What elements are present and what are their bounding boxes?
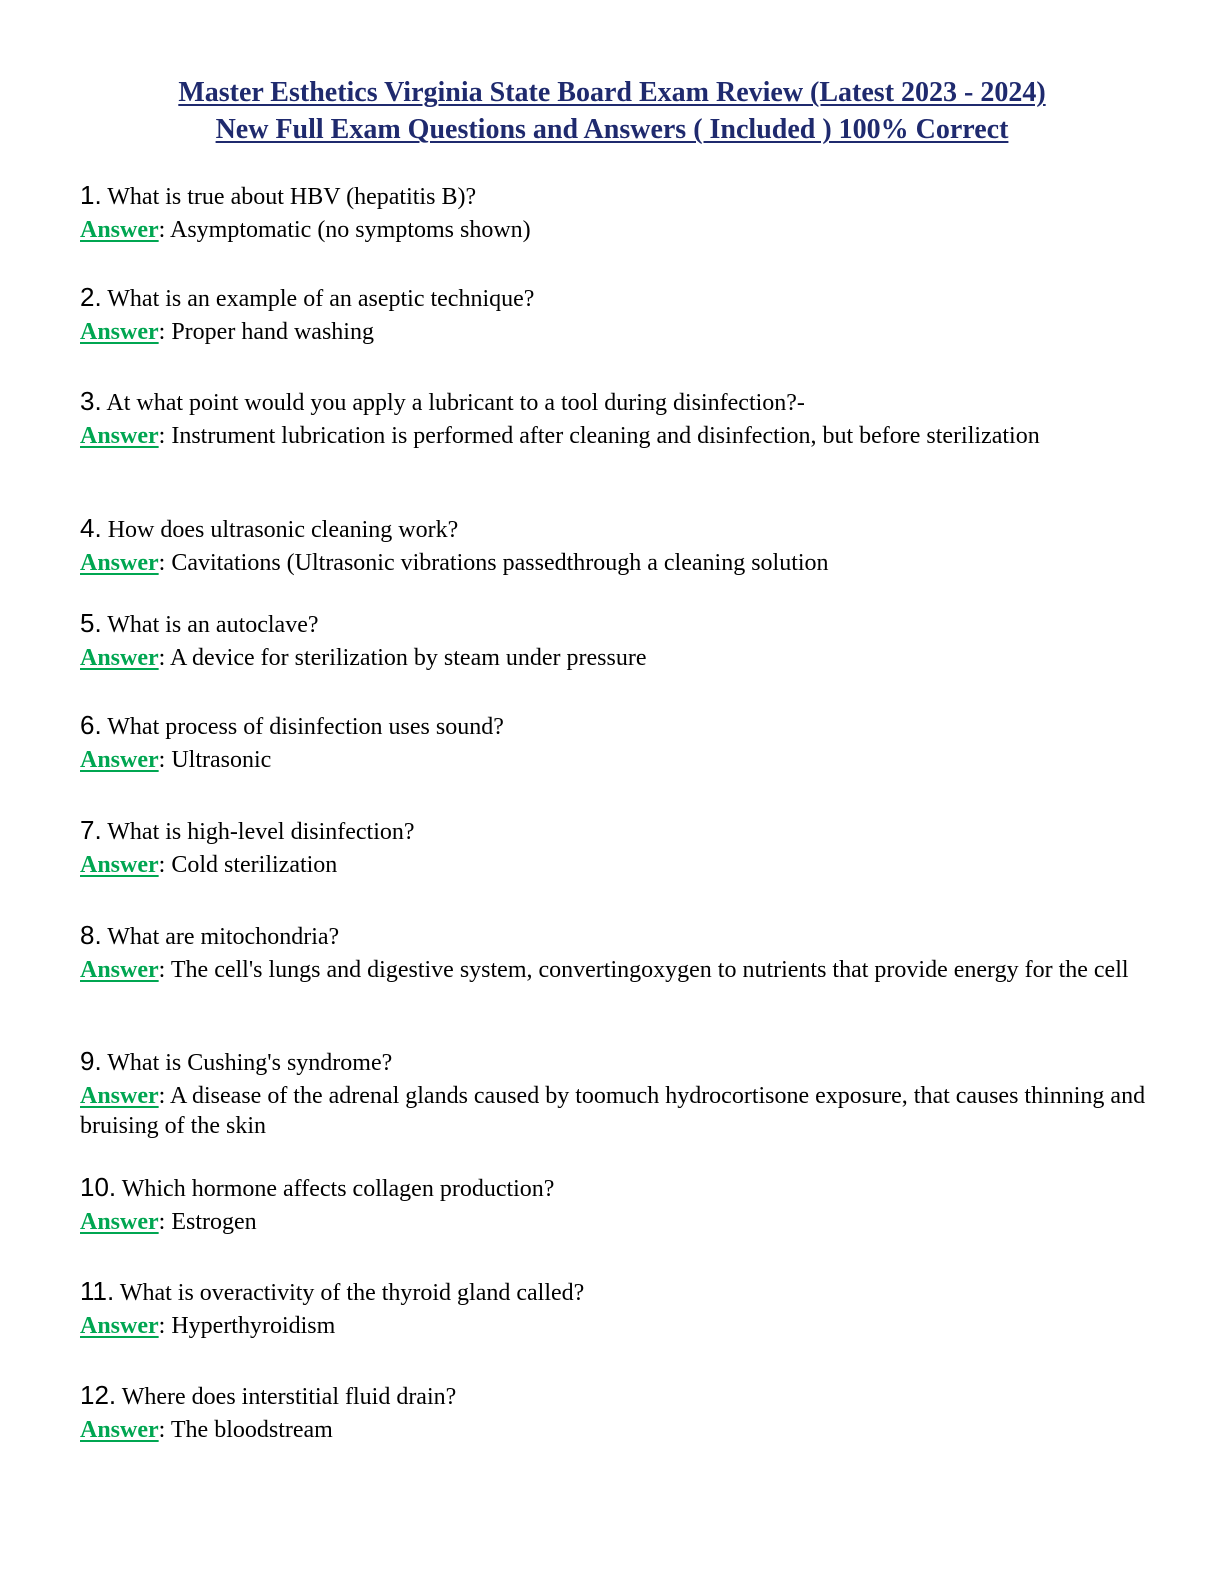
question-number: 1 (80, 180, 95, 210)
answer-text: A disease of the adrenal glands caused by toomuch hydrocortisone exposure, that causes thinning and bruising of the skin (80, 1083, 1146, 1139)
qa-item (80, 920, 1150, 985)
answer: Answer: A device for sterilization by steam under pressure (80, 645, 647, 671)
question-number: 2 (80, 282, 95, 312)
question-text: What is an autoclave? (107, 612, 319, 638)
question: 2. What is an example of an aseptic technique? (80, 282, 535, 312)
answer-label: Answer (80, 957, 159, 983)
answer-text: Asymptomatic (no symptoms shown) (170, 217, 531, 243)
question-number: 4 (80, 513, 95, 543)
qa-item (80, 180, 1150, 245)
qa-item (80, 513, 1150, 578)
question: 7. What is high-level disinfection? (80, 815, 415, 845)
answer: Answer: Estrogen (80, 1209, 257, 1235)
question: 6. What process of disinfection uses sound? (80, 710, 504, 740)
question-text: What is true about HBV (hepatitis B)? (107, 184, 477, 210)
question: 8. What are mitochondria? (80, 920, 340, 950)
answer: Answer: Ultrasonic (80, 747, 272, 773)
answer: Answer: The bloodstream (80, 1417, 333, 1443)
title-line-2: New Full Exam Questions and Answers ( Included ) 100% Correct (215, 114, 1009, 145)
answer-text: Ultrasonic (171, 747, 272, 773)
question-text: How does ultrasonic cleaning work? (107, 517, 459, 543)
question-number: 8 (80, 920, 95, 950)
answer: Answer: Cold sterilization (80, 852, 338, 878)
question: 11. What is overactivity of the thyroid gland called? (80, 1276, 585, 1306)
answer-text: A device for sterilization by steam under pressure (170, 645, 647, 671)
answer: Answer: Instrument lubrication is performed after cleaning and disinfection, but before sterilization (80, 423, 1040, 449)
answer-label: Answer (80, 423, 159, 449)
question-text: What is Cushing's syndrome? (107, 1050, 393, 1076)
question: 12. Where does interstitial fluid drain? (80, 1380, 457, 1410)
answer: Answer: Proper hand washing (80, 319, 374, 345)
answer-label: Answer (80, 550, 159, 576)
answer: Answer: Hyperthyroidism (80, 1313, 336, 1339)
question-number: 11 (80, 1276, 107, 1306)
question-number: 10 (80, 1172, 109, 1202)
answer-text: Instrument lubrication is performed after cleaning and disinfection, but before sterilization (171, 423, 1040, 449)
question-text: What is an example of an aseptic technique? (107, 286, 535, 312)
question-number: 7 (80, 815, 95, 845)
qa-item (80, 1380, 1150, 1445)
question-number: 6 (80, 710, 95, 740)
question: 10. Which hormone affects collagen production? (80, 1172, 555, 1202)
qa-item (80, 1276, 1150, 1341)
answer: Answer: A disease of the adrenal glands caused by toomuch hydrocortisone exposure, that causes thinning and bruising of the skin (80, 1083, 1146, 1139)
answer-label: Answer (80, 217, 159, 243)
answer: Answer: Cavitations (Ultrasonic vibrations passedthrough a cleaning solution (80, 550, 829, 576)
answer-text: The bloodstream (170, 1417, 333, 1443)
question: 1. What is true about HBV (hepatitis B)? (80, 180, 477, 210)
question-number: 9 (80, 1046, 95, 1076)
question-text: Where does interstitial fluid drain? (121, 1384, 457, 1410)
answer-text: Cavitations (Ultrasonic vibrations passedthrough a cleaning solution (171, 550, 829, 576)
question-number: 3 (80, 386, 95, 416)
answer-label: Answer (80, 1417, 159, 1443)
answer-label: Answer (80, 319, 159, 345)
question-number: 12 (80, 1380, 109, 1410)
document-title (0, 74, 1224, 148)
answer-label: Answer (80, 852, 159, 878)
qa-item (80, 710, 1150, 775)
answer-label: Answer (80, 1083, 159, 1109)
answer-text: Proper hand washing (171, 319, 374, 345)
qa-item (80, 282, 1150, 347)
qa-item (80, 386, 1150, 451)
question-text: At what point would you apply a lubricant to a tool during disinfection?- (106, 390, 805, 416)
qa-item (80, 1046, 1150, 1141)
answer: Answer: Asymptomatic (no symptoms shown) (80, 217, 531, 243)
qa-item (80, 608, 1150, 673)
title-line-1: Master Esthetics Virginia State Board Exam Review (Latest 2023 - 2024) (178, 77, 1046, 108)
answer-label: Answer (80, 747, 159, 773)
question: 5. What is an autoclave? (80, 608, 319, 638)
question-text: What are mitochondria? (107, 924, 340, 950)
question-text: What is overactivity of the thyroid gland called? (119, 1280, 585, 1306)
qa-item (80, 815, 1150, 880)
answer-text: Cold sterilization (171, 852, 338, 878)
answer-text: Hyperthyroidism (171, 1313, 336, 1339)
answer-label: Answer (80, 645, 159, 671)
question-text: Which hormone affects collagen production? (121, 1176, 555, 1202)
question: 3. At what point would you apply a lubricant to a tool during disinfection?- (80, 386, 805, 416)
question-number: 5 (80, 608, 95, 638)
answer-text: The cell's lungs and digestive system, convertingoxygen to nutrients that provide energy for the cell (170, 957, 1129, 983)
question: 4. How does ultrasonic cleaning work? (80, 513, 459, 543)
question-text: What process of disinfection uses sound? (107, 714, 504, 740)
question: 9. What is Cushing's syndrome? (80, 1046, 393, 1076)
question-text: What is high-level disinfection? (107, 819, 415, 845)
answer-label: Answer (80, 1313, 159, 1339)
answer-text: Estrogen (171, 1209, 257, 1235)
answer: Answer: The cell's lungs and digestive system, convertingoxygen to nutrients that provide energy for the cell (80, 957, 1129, 983)
answer-label: Answer (80, 1209, 159, 1235)
qa-item (80, 1172, 1150, 1237)
